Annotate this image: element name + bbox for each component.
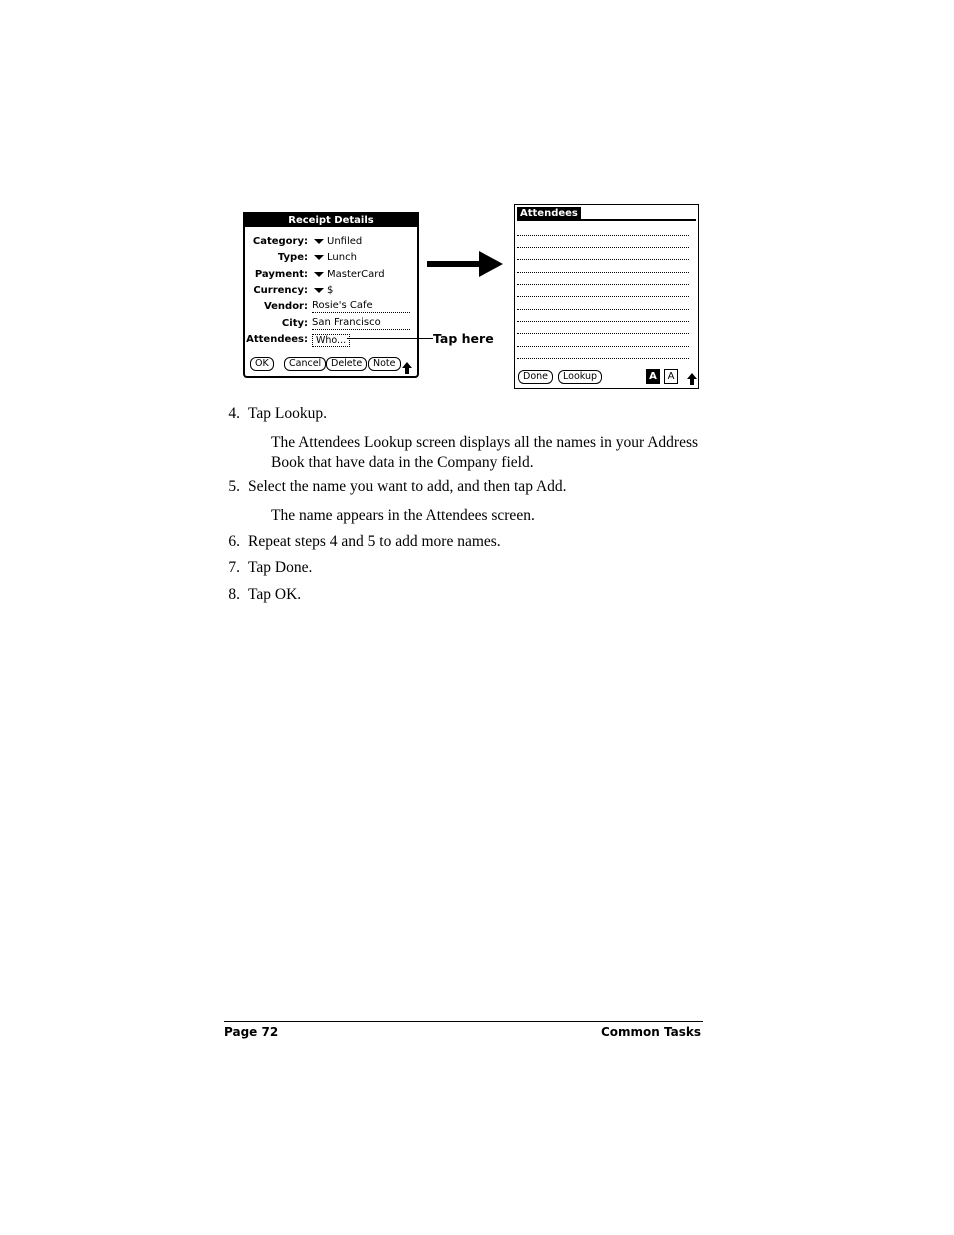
city-row xyxy=(245,317,417,331)
step-text: Repeat steps 4 and 5 to add more names. xyxy=(248,533,501,550)
currency-dropdown-icon[interactable] xyxy=(314,288,324,293)
callout-line xyxy=(347,338,433,339)
currency-label: Currency: xyxy=(253,285,308,296)
attendee-line[interactable] xyxy=(517,272,689,273)
attendees-title: Attendees xyxy=(517,207,581,220)
payment-label: Payment: xyxy=(254,269,308,280)
currency-value[interactable]: $ xyxy=(327,285,334,296)
attendees-row xyxy=(245,333,417,347)
vendor-field[interactable]: Rosie's Cafe xyxy=(312,300,410,313)
vendor-row xyxy=(245,300,417,314)
type-dropdown-icon[interactable] xyxy=(314,255,324,260)
currency-row[interactable] xyxy=(245,284,417,298)
payment-row[interactable] xyxy=(245,268,417,282)
footer-rule xyxy=(224,1021,703,1022)
payment-value[interactable]: MasterCard xyxy=(327,269,385,280)
lowercase-toggle[interactable]: A xyxy=(664,369,678,384)
ok-button[interactable]: OK xyxy=(250,357,274,371)
step-text: Tap OK. xyxy=(248,586,302,603)
city-label: City: xyxy=(281,318,308,329)
category-label: Category: xyxy=(252,236,308,247)
attendees-label: Attendees: xyxy=(246,334,308,345)
attendee-line[interactable] xyxy=(517,235,689,236)
scroll-up-arrow-icon[interactable] xyxy=(402,362,412,374)
right-arrow-icon xyxy=(427,251,503,277)
attendee-line[interactable] xyxy=(517,296,689,297)
attendee-line[interactable] xyxy=(517,247,689,248)
scroll-up-arrow-icon[interactable] xyxy=(687,373,697,385)
attendee-line[interactable] xyxy=(517,321,689,322)
name-appears-note: The name appears in the Attendees screen. xyxy=(271,507,535,524)
city-field[interactable]: San Francisco xyxy=(312,317,410,330)
receipt-details-screen xyxy=(243,212,419,378)
payment-dropdown-icon[interactable] xyxy=(314,272,324,277)
attendee-line[interactable] xyxy=(517,284,689,285)
attendee-line[interactable] xyxy=(517,333,689,334)
step-number: 8. xyxy=(228,586,240,603)
attendee-line[interactable] xyxy=(517,346,689,347)
step-text: Tap Lookup. xyxy=(248,405,327,422)
attendee-line[interactable] xyxy=(517,259,689,260)
tap-here-callout: Tap here xyxy=(433,331,494,346)
who-button[interactable]: Who... xyxy=(312,334,350,347)
category-dropdown-icon[interactable] xyxy=(314,239,324,244)
vendor-label: Vendor: xyxy=(263,301,308,312)
type-value[interactable]: Lunch xyxy=(327,252,357,263)
step-number: 7. xyxy=(228,559,240,576)
note-button[interactable]: Note xyxy=(368,357,401,371)
step-text: Select the name you want to add, and then tap Add. xyxy=(248,478,567,495)
attendees-screen xyxy=(514,204,699,389)
page-number: Page 72 xyxy=(224,1025,279,1039)
attendee-line[interactable] xyxy=(517,358,689,359)
chapter-title: Common Tasks xyxy=(600,1025,701,1039)
title-underline xyxy=(517,219,696,221)
lookup-button[interactable]: Lookup xyxy=(558,370,602,384)
cancel-button[interactable]: Cancel xyxy=(284,357,326,371)
type-label: Type: xyxy=(277,252,308,263)
type-row[interactable] xyxy=(245,251,417,265)
attendee-line[interactable] xyxy=(517,309,689,310)
step-number: 6. xyxy=(228,533,240,550)
done-button[interactable]: Done xyxy=(518,370,553,384)
step-number: 4. xyxy=(228,405,240,422)
step-text: Tap Done. xyxy=(248,559,313,576)
receipt-details-title: Receipt Details xyxy=(245,214,417,227)
lookup-description: The Attendees Lookup screen displays all the names in your Address Book that have data in the Company field. xyxy=(271,434,699,471)
step-number: 5. xyxy=(228,478,240,495)
category-value[interactable]: Unfiled xyxy=(327,236,363,247)
category-row[interactable] xyxy=(245,235,417,249)
uppercase-toggle[interactable]: A xyxy=(646,369,660,384)
delete-button[interactable]: Delete xyxy=(326,357,367,371)
